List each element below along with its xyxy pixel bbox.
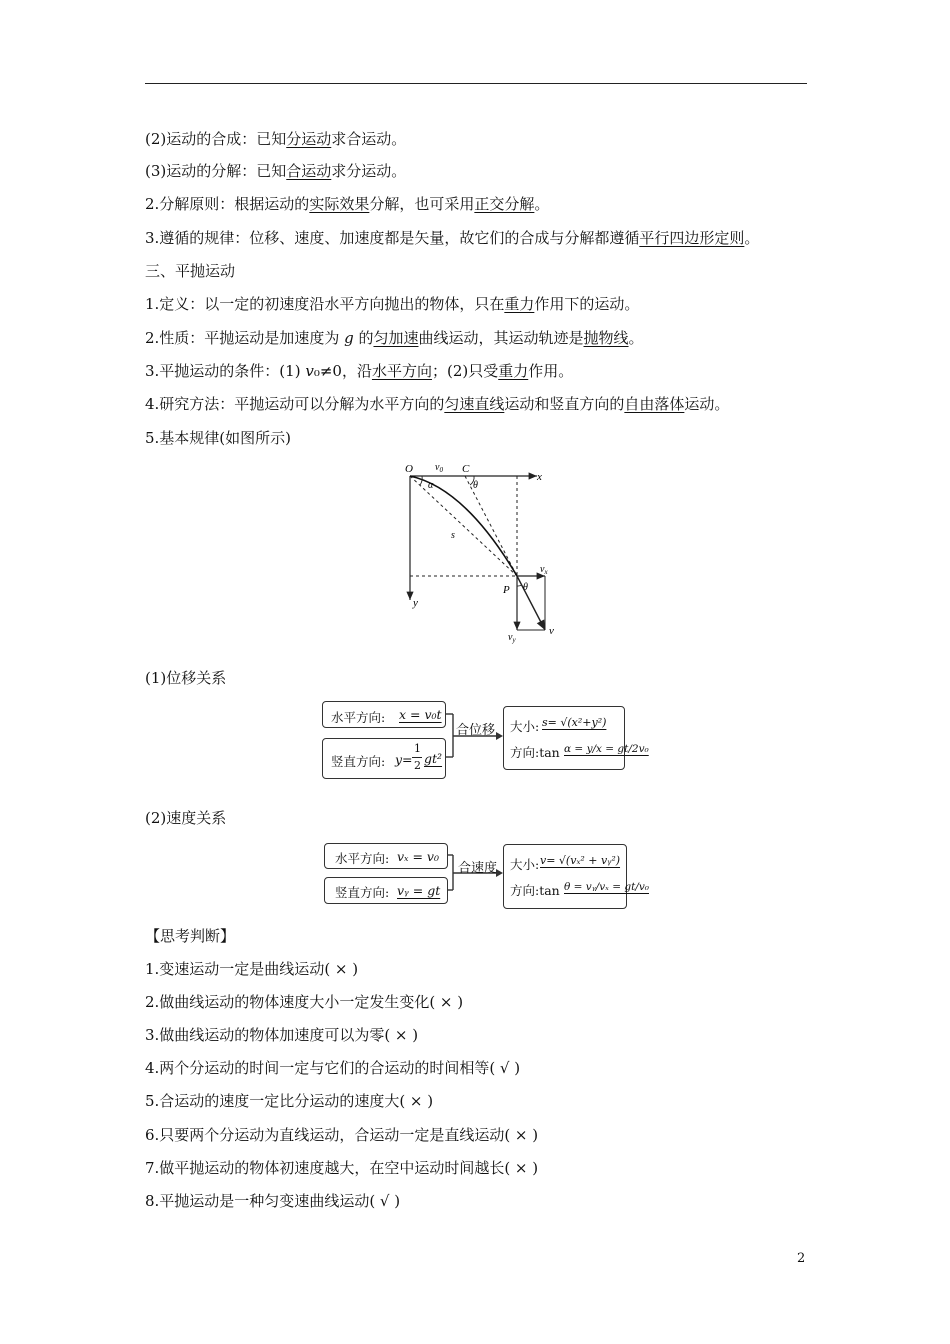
disp-horizontal-box: 水平方向: x = v₀t bbox=[322, 701, 446, 728]
text-segment: 2.分解原则：根据运动的 bbox=[145, 195, 310, 213]
label-vx-sub: x bbox=[544, 568, 548, 576]
underlined-answer: 正交分解 bbox=[474, 195, 535, 213]
text-segment: ；(2)只受 bbox=[431, 362, 499, 380]
judgment-item: 1.变速运动一定是曲线运动( × ) bbox=[145, 960, 359, 978]
text-segment: 3.平抛运动的条件：(1) bbox=[145, 362, 306, 380]
theta-arc-p bbox=[517, 585, 522, 586]
think-title: 【思考判断】 bbox=[145, 927, 236, 945]
underlined-answer: 水平方向 bbox=[371, 362, 432, 380]
label-x: x bbox=[537, 471, 542, 483]
text-segment: 3.遵循的规律：位移、速度、加速度都是矢量，故它们的合成与分解都遵循 bbox=[145, 229, 640, 247]
text-segment: 。 bbox=[534, 195, 550, 213]
label-theta-p: θ bbox=[523, 582, 528, 593]
underlined-answer: 合运动 bbox=[286, 162, 332, 180]
vel-horizontal-box: 水平方向: vₓ = v₀ bbox=[324, 843, 448, 869]
label-O: O bbox=[405, 463, 413, 475]
label-alpha: α bbox=[428, 480, 434, 491]
v-arrow bbox=[517, 576, 545, 630]
disp-vertical-box: 竖直方向: y= 1 2 gt² bbox=[322, 738, 446, 779]
text-segment: (3)运动的分解：已知 bbox=[145, 162, 287, 180]
label-v: v bbox=[549, 625, 554, 637]
label-vy-sub: y bbox=[512, 636, 516, 644]
text-segment: 的 bbox=[353, 329, 374, 347]
body-line bbox=[145, 328, 644, 348]
body-line bbox=[145, 161, 406, 181]
svg-text:vx bbox=[540, 564, 548, 576]
text-segment: 求合运动。 bbox=[331, 130, 407, 148]
judgment-item: 2.做曲线运动的物体速度大小一定发生变化( × ) bbox=[145, 993, 464, 1012]
body-line bbox=[145, 261, 235, 281]
text-segment: 分解，也可采用 bbox=[369, 195, 475, 213]
text-segment: 曲线运动，其运动轨迹是 bbox=[418, 329, 584, 347]
underlined-answer: 匀速直线 bbox=[444, 395, 505, 413]
label-theta-top: θ bbox=[473, 480, 478, 491]
page-number: 2 bbox=[797, 1251, 806, 1266]
body-line bbox=[145, 294, 639, 314]
text-segment: 4.研究方法：平抛运动可以分解为水平方向的 bbox=[145, 395, 445, 413]
disp-result-box: 大小: s= √(x²+y²) 方向:tan α = y/x = gt/2v₀ bbox=[503, 706, 625, 770]
sub-heading-displacement: (1)位移关系 bbox=[145, 669, 227, 687]
text-segment: 三、平抛运动 bbox=[145, 262, 236, 280]
judgment-item: 7.做平抛运动的物体初速度越大，在空中运动时间越长( × ) bbox=[145, 1158, 539, 1177]
text-segment: 求分运动。 bbox=[331, 162, 407, 180]
label-v0: v bbox=[435, 462, 440, 473]
vel-result-box: 大小: v= √(vₓ² + vᵧ²) 方向:tan θ = vᵧ/vₓ = gt/v₀ bbox=[503, 844, 627, 909]
text-segment: 作用下的运动。 bbox=[534, 295, 640, 313]
label-P: P bbox=[503, 584, 510, 596]
underlined-answer: 匀加速 bbox=[373, 329, 419, 347]
judgment-item: 3.做曲线运动的物体加速度可以为零( × ) bbox=[145, 1026, 419, 1045]
text-segment: 2.性质：平抛运动是加速度为 bbox=[145, 329, 345, 347]
text-segment: 。 bbox=[744, 229, 760, 247]
vel-vertical-box: 竖直方向: vᵧ = gt bbox=[324, 877, 448, 904]
body-line bbox=[145, 194, 549, 214]
label-vx: v bbox=[540, 564, 545, 575]
vel-mid-label: 合速度 bbox=[458, 861, 498, 876]
judgment-item: 5.合运动的速度一定比分运动的速度大( × ) bbox=[145, 1092, 434, 1111]
body-line bbox=[145, 129, 406, 149]
disp-mid-label: 合位移 bbox=[456, 723, 496, 738]
text-segment: 1.定义：以一定的初速度沿水平方向抛出的物体，只在 bbox=[145, 295, 505, 313]
svg-text:v0 bbox=[435, 462, 443, 474]
tangent-dashed bbox=[465, 476, 517, 576]
underlined-answer: 平行四边形定则 bbox=[639, 229, 745, 247]
judgment-item: 6.只要两个分运动为直线运动，合运动一定是直线运动( × ) bbox=[145, 1125, 539, 1144]
label-y: y bbox=[413, 597, 418, 609]
body-line bbox=[145, 361, 573, 381]
svg-text:vy bbox=[508, 632, 516, 644]
text-segment: v bbox=[305, 362, 314, 380]
body-line bbox=[145, 428, 291, 448]
text-segment: 运动。 bbox=[684, 395, 730, 413]
underlined-answer: 重力 bbox=[498, 362, 529, 380]
text-segment: 。 bbox=[628, 329, 644, 347]
judgment-item: 4.两个分运动的时间一定与它们的合运动的时间相等( √ ) bbox=[145, 1059, 521, 1078]
header-rule bbox=[145, 83, 807, 84]
underlined-answer: 分运动 bbox=[286, 130, 332, 148]
text-segment: ₀≠0，沿 bbox=[313, 362, 372, 380]
projectile-figure bbox=[395, 458, 565, 648]
text-segment: 运动和竖直方向的 bbox=[504, 395, 625, 413]
judgment-item: 8.平抛运动是一种匀变速曲线运动( √ ) bbox=[145, 1191, 401, 1210]
label-vy: v bbox=[508, 632, 513, 643]
label-v0-sub: 0 bbox=[439, 466, 443, 474]
body-line bbox=[145, 228, 759, 248]
displacement-dashed bbox=[410, 476, 517, 576]
label-s: s bbox=[451, 530, 455, 541]
text-segment: (2)运动的合成：已知 bbox=[145, 130, 287, 148]
text-segment: 作用。 bbox=[528, 362, 574, 380]
underlined-answer: 自由落体 bbox=[624, 395, 685, 413]
sub-heading-velocity: (2)速度关系 bbox=[145, 809, 227, 827]
label-C: C bbox=[462, 463, 470, 475]
alpha-arc bbox=[420, 476, 422, 485]
text-segment: 5.基本规律(如图所示) bbox=[145, 429, 292, 447]
underlined-answer: 实际效果 bbox=[309, 195, 370, 213]
text-segment: g bbox=[344, 329, 354, 347]
body-line bbox=[145, 394, 729, 414]
underlined-answer: 重力 bbox=[504, 295, 535, 313]
underlined-answer: 抛物线 bbox=[583, 329, 629, 347]
